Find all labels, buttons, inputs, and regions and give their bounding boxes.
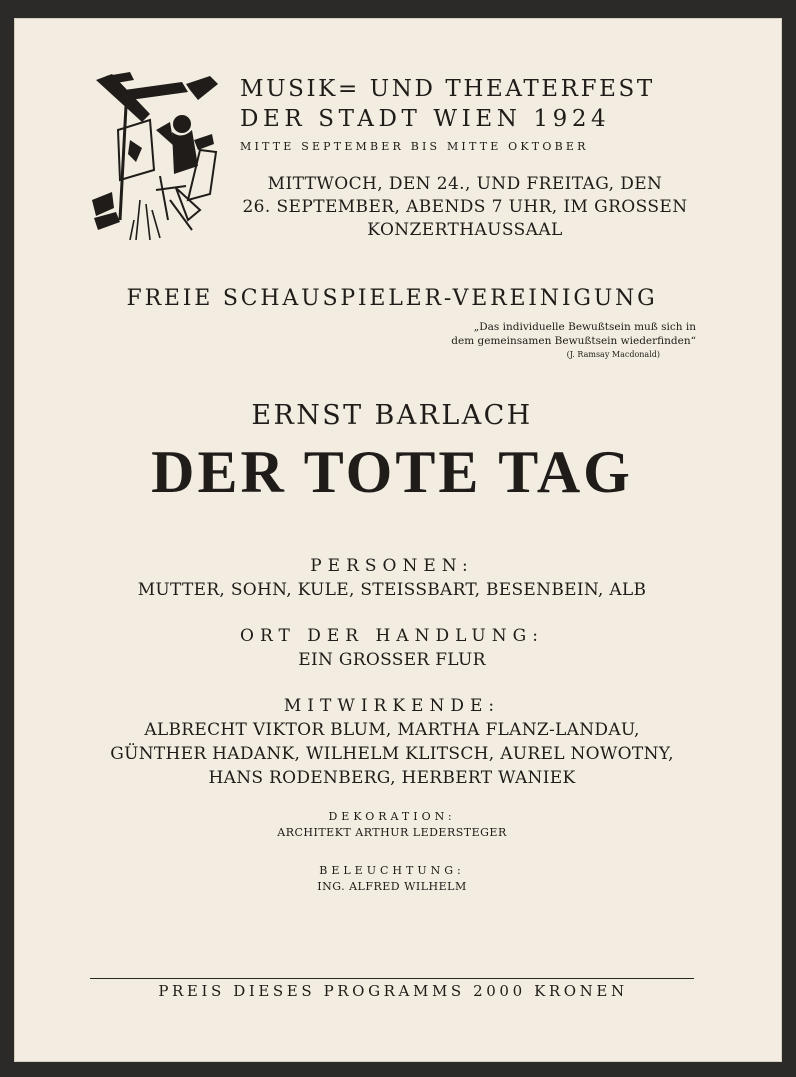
personen-list: MUTTER, SOHN, KULE, STEISSBART, BESENBEIN, ALB [137,580,647,600]
play-title: DER TOTE TAG [151,439,633,505]
beleuchtung-heading: BELEUCHTUNG: [319,864,465,877]
program-sheet [14,18,782,1062]
performance-date-line: KONZERTHAUSSAAL [367,220,563,240]
footer-rule [90,978,694,979]
mitwirkende-line: HANS RODENBERG, HERBERT WANIEK [208,768,576,788]
mitwirkende-line: GÜNTHER HADANK, WILHELM KLITSCH, AUREL NOWOTNY, [110,744,674,764]
mitwirkende-heading: MITWIRKENDE: [283,696,501,716]
quote-attribution: (J. Ramsay Macdonald) [566,350,660,359]
program-price: PREIS DIESES PROGRAMMS 2000 KRONEN [158,982,628,1000]
performance-date-line: MITTWOCH, DEN 24., UND FREITAG, DEN [267,174,663,194]
dekoration-heading: DEKORATION: [328,810,456,823]
quote-line: „Das individuelle Bewußtsein muß sich in [473,321,696,333]
performance-date-line: 26. SEPTEMBER, ABENDS 7 UHR, IM GROSSEN [242,197,688,217]
performance-date [224,173,706,242]
festival-title-line-2: DER STADT WIEN 1924 [240,106,611,132]
epigraph-quote [314,320,696,362]
company-name: FREIE SCHAUSPIELER-VEREINIGUNG [126,286,658,311]
author-name: ERNST BARLACH [251,400,533,431]
personen-heading: PERSONEN: [310,556,474,576]
ort-heading: ORT DER HANDLUNG: [240,626,544,646]
quote-line: dem gemeinsamen Bewußtsein wiederfinden“ [451,335,696,347]
beleuchtung-value: ING. ALFRED WILHELM [317,880,467,893]
ort-value: EIN GROSSER FLUR [298,650,486,670]
mitwirkende-line: ALBRECHT VIKTOR BLUM, MARTHA FLANZ-LANDAU, [144,720,640,740]
festival-logo-illustration [90,70,222,242]
festival-title-line-1: MUSIK= UND THEATERFEST [240,76,655,102]
festival-period: MITTE SEPTEMBER BIS MITTE OKTOBER [240,140,589,153]
dekoration-value: ARCHITEKT ARTHUR LEDERSTEGER [277,826,507,839]
